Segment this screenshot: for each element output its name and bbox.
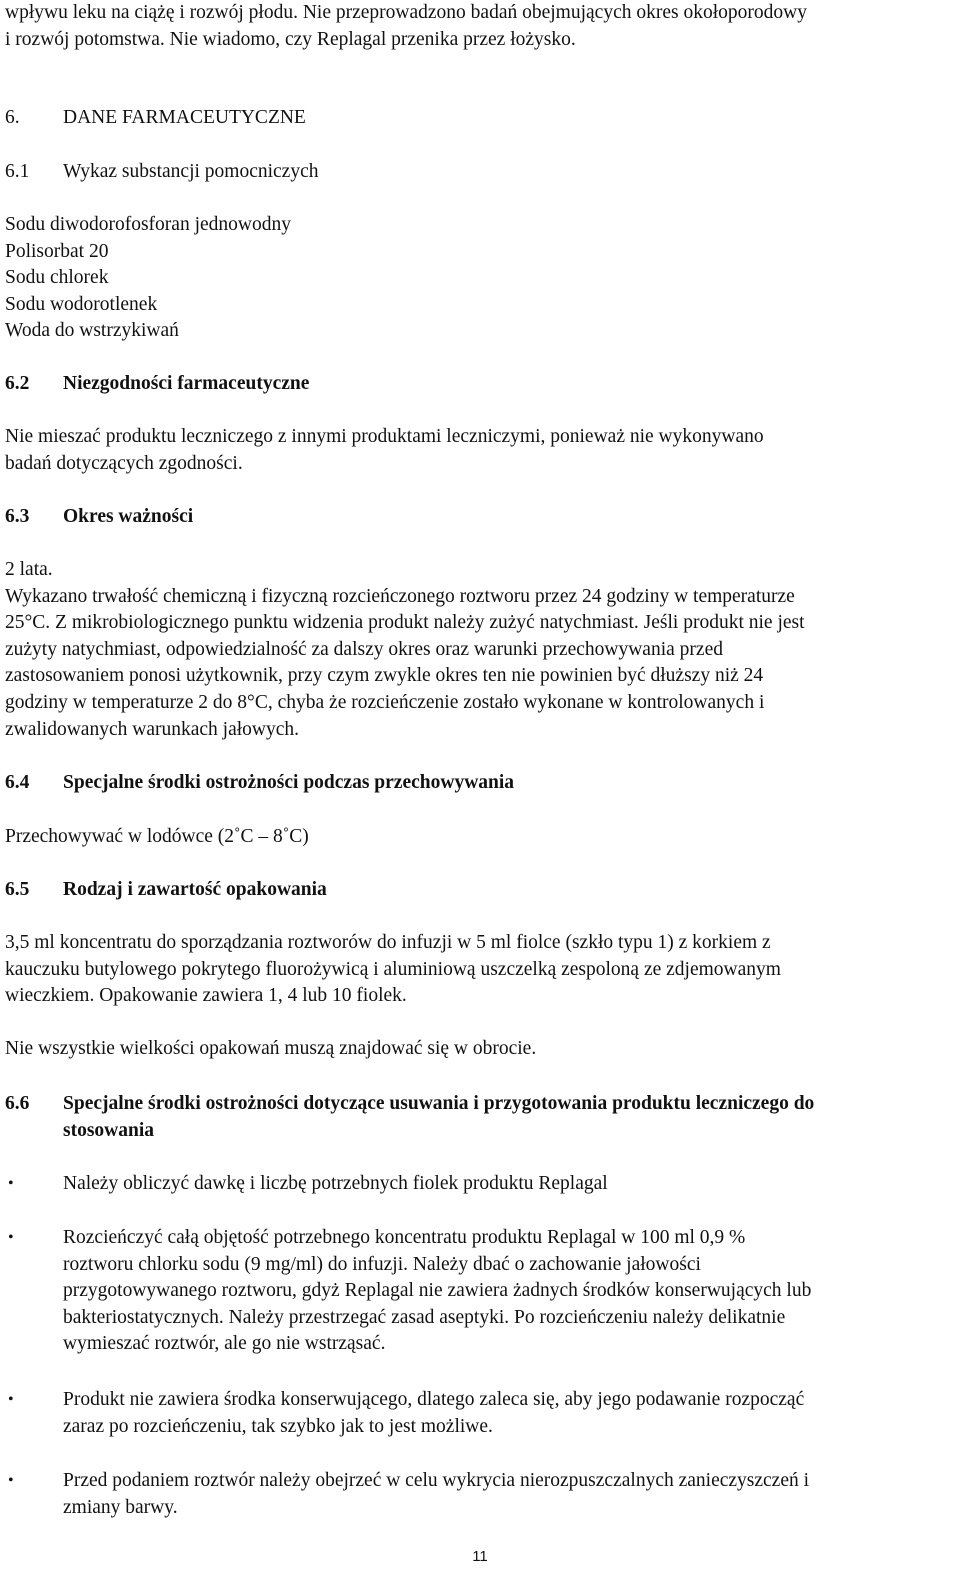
section-6-5-heading [5, 877, 955, 904]
section-6-heading [5, 105, 955, 132]
intro-paragraph [5, 0, 955, 53]
list-item: Polisorbat 20 [5, 240, 109, 262]
container-paragraph [5, 930, 955, 1010]
paragraph-line: Nie wszystkie wielkości opakowań muszą znajdować się w obrocie. [5, 1038, 537, 1059]
paragraph-line: 2 lata. [5, 559, 53, 580]
bullet-line: bakteriostatycznych. Należy przestrzegać zasad aseptyki. Po rozcieńczeniu należy delikatnie [63, 1306, 786, 1328]
bullet-icon: • [8, 1472, 14, 1489]
bullet-line: roztworu chlorku sodu (9 mg/ml) do infuzji. Należy dbać o zachowanie jałowości [63, 1253, 701, 1275]
intro-line: wpływu leku na ciążę i rozwój płodu. Nie przeprowadzono badań obejmujących okres okołoporodowy [5, 2, 807, 23]
section-number: 6. [5, 107, 20, 128]
paragraph-line: zwalidowanych warunkach jałowych. [5, 718, 300, 740]
section-6-4-heading [5, 770, 955, 797]
paragraph-line: wieczkiem. Opakowanie zawiera 1, 4 lub 10 fiolek. [5, 985, 407, 1007]
bullet-line: Przed podaniem roztwór należy obejrzeć w celu wykrycia nierozpuszczalnych zanieczyszczeń i [63, 1470, 810, 1491]
paragraph-line: zastosowaniem ponosi użytkownik, przy czym zwykle okres ten nie powinien być dłuższy niż 24 [5, 665, 764, 687]
paragraph-line: badań dotyczących zgodności. [5, 452, 243, 474]
bullet-icon: • [8, 1391, 14, 1408]
section-title: Specjalne środki ostrożności podczas przechowywania [63, 772, 515, 793]
excipients-list [5, 212, 955, 345]
paragraph-line: godziny w temperaturze 2 do 8°C, chyba że rozcieńczenie zostało wykonane w kontrolowanych i [5, 691, 765, 713]
paragraph-line: 25°C. Z mikrobiologicznego punktu widzenia produkt należy zużyć natychmiast. Jeśli produkt nie jest [5, 612, 805, 634]
storage-paragraph [5, 824, 955, 851]
section-title: Okres ważności [63, 506, 194, 527]
paragraph-line: Nie mieszać produktu leczniczego z innymi produktami leczniczymi, ponieważ nie wykonywano [5, 426, 764, 447]
list-item: Sodu chlorek [5, 267, 109, 289]
section-number: 6.1 [5, 161, 30, 182]
bullet-text [63, 1468, 955, 1521]
section-title: Rodzaj i zawartość opakowania [63, 879, 327, 900]
pack-sizes-paragraph [5, 1036, 955, 1063]
section-number: 6.3 [5, 506, 30, 527]
bullet-text [63, 1171, 955, 1198]
section-title-continued: stosowania [63, 1119, 155, 1141]
incompatibilities-paragraph [5, 424, 955, 477]
section-number: 6.6 [5, 1093, 30, 1114]
section-title: DANE FARMACEUTYCZNE [63, 107, 306, 128]
bullet-line: wymieszać roztwór, ale go nie wstrząsać. [63, 1333, 386, 1355]
section-title: Wykaz substancji pomocniczych [63, 161, 319, 182]
section-6-3-heading [5, 504, 955, 531]
paragraph-line: Wykazano trwałość chemiczną i fizyczną rozcieńczonego roztworu przez 24 godziny w temperaturze [5, 585, 795, 607]
list-item: Sodu wodorotlenek [5, 293, 158, 315]
bullet-icon: • [8, 1229, 14, 1246]
bullet-line: przygotowywanego roztworu, gdyż Replagal nie zawiera żadnych środków konserwujących lub [63, 1280, 812, 1302]
paragraph-line: 3,5 ml koncentratu do sporządzania roztworów do infuzji w 5 ml fiolce (szkło typu 1) z korkiem z [5, 932, 771, 953]
list-item: Woda do wstrzykiwań [5, 320, 179, 342]
bullet-line: Produkt nie zawiera środka konserwującego, dlatego zaleca się, aby jego podawanie rozpocząć [63, 1389, 805, 1410]
section-6-2-heading [5, 371, 955, 398]
section-6-1-heading [5, 159, 955, 186]
bullet-line: Należy obliczyć dawkę i liczbę potrzebnych fiolek produktu Replagal [63, 1173, 608, 1194]
bullet-line: zaraz po rozcieńczeniu, tak szybko jak to jest możliwe. [63, 1415, 493, 1437]
bullet-text [63, 1225, 955, 1358]
paragraph-line: Przechowywać w lodówce (2˚C – 8˚C) [5, 826, 309, 847]
bullet-line: Rozcieńczyć całą objętość potrzebnego koncentratu produktu Replagal w 100 ml 0,9 % [63, 1227, 746, 1248]
bullet-icon: • [8, 1175, 14, 1192]
section-number: 6.5 [5, 879, 30, 900]
section-title: Niezgodności farmaceutyczne [63, 373, 310, 394]
list-item: Sodu diwodorofosforan jednowodny [5, 214, 291, 235]
bullet-line: zmiany barwy. [63, 1496, 178, 1518]
section-number: 6.4 [5, 772, 30, 793]
shelf-life-paragraph [5, 557, 955, 743]
section-number: 6.2 [5, 373, 30, 394]
section-6-6-heading [5, 1091, 955, 1144]
bullet-text [63, 1387, 955, 1440]
intro-line: i rozwój potomstwa. Nie wiadomo, czy Replagal przenika przez łożysko. [5, 28, 576, 50]
page-number: 11 [472, 1548, 488, 1565]
paragraph-line: kauczuku butylowego pokrytego fluorożywicą i aluminiową uszczelką zespoloną ze zdjemowanym [5, 958, 781, 980]
paragraph-line: zużyty natychmiast, odpowiedzialność za dalszy okres oraz warunki przechowywania przed [5, 638, 723, 660]
section-title: Specjalne środki ostrożności dotyczące usuwania i przygotowania produktu leczniczego do [63, 1093, 815, 1114]
